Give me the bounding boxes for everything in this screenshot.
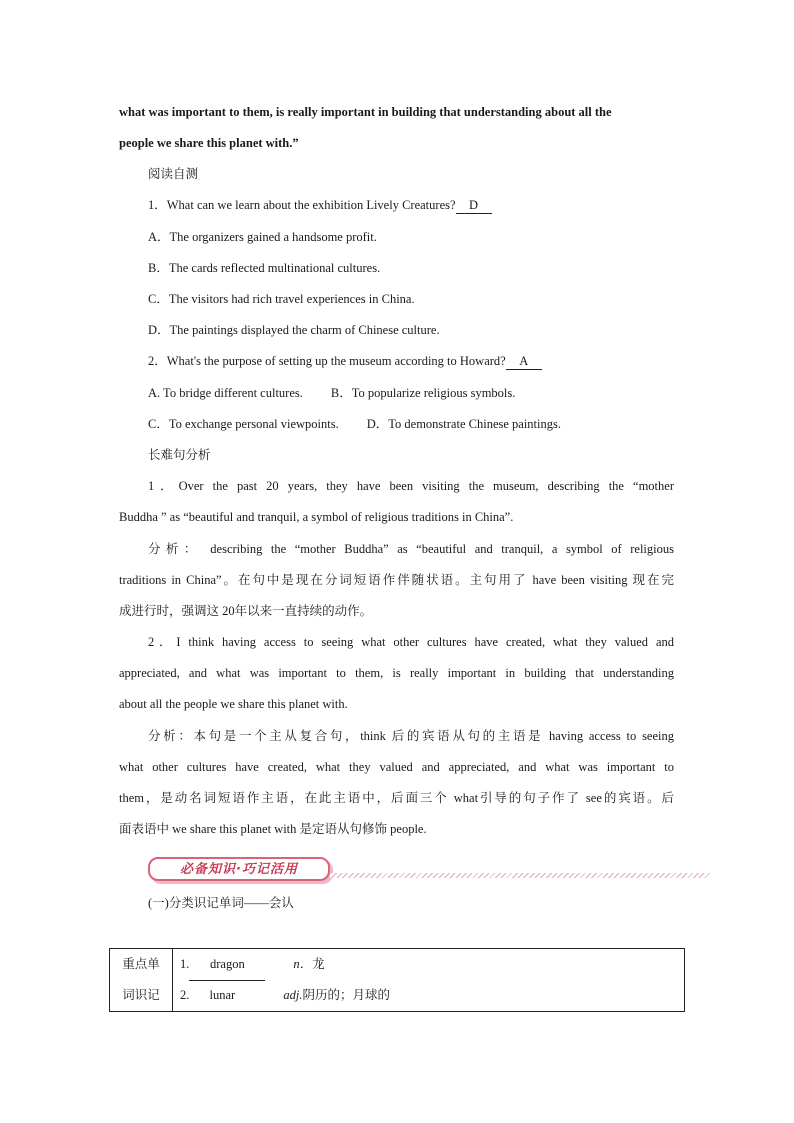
question-1-stem: 1．What can we learn about the exhibition Lively Creatures? xyxy=(148,198,456,212)
vocab-item-meaning: 龙 xyxy=(312,957,325,971)
analysis-1-line-1: 分析： describing the “mother Buddha” as “beautiful and tranquil, a symbol of religious xyxy=(148,542,674,556)
vocab-subheading: (一)分类识记单词——会认 xyxy=(148,896,294,910)
q2-option-a: A. To bridge different cultures. xyxy=(148,386,303,400)
vocab-item xyxy=(173,949,684,980)
analysis-2-line-3: them，是动名词短语作主语，在此主语中，后面三个 what引导的句子作了 see的宾语。后 xyxy=(119,791,674,805)
quote-line-1: what was important to them, is really important in building that understanding about all the xyxy=(119,105,612,119)
analysis-1-line-2: traditions in China”。在句中是现在分词短语作伴随状语。主句用了 have been visiting 现在完 xyxy=(119,573,674,587)
q2-options-row-2 xyxy=(148,416,561,432)
vocab-item-number: 2. xyxy=(180,988,190,1002)
q2-option-b: B．To popularize religious symbols. xyxy=(330,386,516,400)
section-banner xyxy=(148,853,710,883)
quote-line-2: people we share this planet with.” xyxy=(119,136,299,150)
banner-stripe xyxy=(330,873,710,878)
vocab-label-cell xyxy=(110,949,173,1012)
vocab-item xyxy=(173,980,684,1011)
q1-option-c: C．The visitors had rich travel experiences in China. xyxy=(148,292,415,306)
vocab-item-word: dragon xyxy=(189,949,265,981)
vocab-label-line-2: 词识记 xyxy=(122,988,160,1002)
question-1-answer: D xyxy=(456,197,492,214)
sentence-2-line-2: appreciated, and what was important to them, is really important in building that understanding xyxy=(119,666,674,680)
analysis-2-line-4: 面表语中 we share this planet with 是定语从句修饰 people. xyxy=(119,822,427,836)
question-2-answer: A xyxy=(506,353,542,370)
vocab-table xyxy=(109,948,685,1012)
reading-heading: 阅读自测 xyxy=(148,167,199,181)
sentence-2-line-3: about all the people we share this planet with. xyxy=(119,697,348,711)
sentence-1-line-1: 1．Over the past 20 years, they have been visiting the museum, describing the “mother xyxy=(148,479,674,493)
vocab-items-cell xyxy=(173,949,685,1012)
q1-option-b: B．The cards reflected multinational cultures. xyxy=(148,261,381,275)
question-2-stem: 2．What's the purpose of setting up the museum according to Howard? xyxy=(148,354,506,368)
analysis-heading: 长难句分析 xyxy=(148,448,211,462)
q1-option-a: A．The organizers gained a handsome profit. xyxy=(148,230,377,244)
vocab-item-number: 1. xyxy=(180,957,190,971)
q1-option-d: D．The paintings displayed the charm of Chinese culture. xyxy=(148,323,440,337)
vocab-item-pos: adj. xyxy=(283,988,303,1002)
q2-options-row-1 xyxy=(148,385,515,401)
question-2 xyxy=(148,353,542,370)
sentence-2-line-1: 2．I think having access to seeing what other cultures have created, what they valued and xyxy=(148,635,674,649)
analysis-2-line-2: what other cultures have created, what they valued and appreciated, and what was important to xyxy=(119,760,674,774)
q2-option-d: D．To demonstrate Chinese paintings. xyxy=(366,417,561,431)
vocab-label-line-1: 重点单 xyxy=(122,957,160,971)
vocab-item-meaning: 阴历的；月球的 xyxy=(302,988,390,1002)
analysis-2-line-1: 分析：本句是一个主从复合句，think 后的宾语从句的主语是 having access to seeing xyxy=(148,729,674,743)
banner-title: 必备知识·巧记活用 xyxy=(180,862,298,877)
vocab-item-pos: n． xyxy=(293,957,313,971)
vocab-item-word: lunar xyxy=(189,980,255,1012)
analysis-1-line-3: 成进行时，强调这 20年以来一直持续的动作。 xyxy=(119,604,373,618)
q2-option-c: C．To exchange personal viewpoints. xyxy=(148,417,339,431)
sentence-1-line-2: Buddha ” as “beautiful and tranquil, a symbol of religious traditions in China”. xyxy=(119,510,514,524)
question-1 xyxy=(148,197,492,214)
